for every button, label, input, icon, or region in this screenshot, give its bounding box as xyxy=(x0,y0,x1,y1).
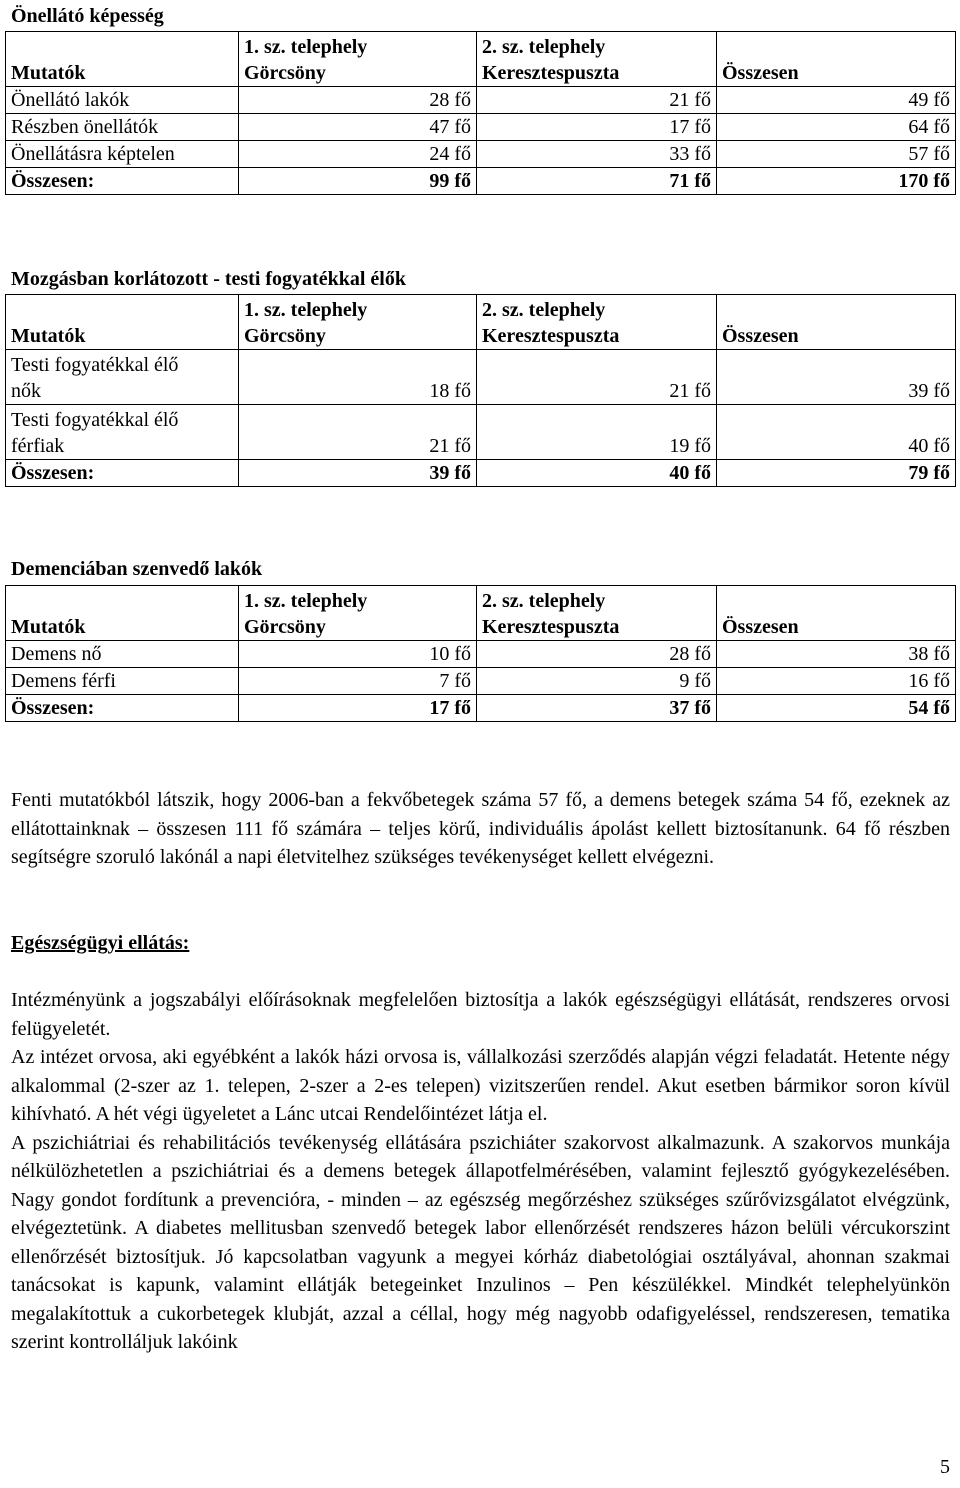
value-cell: 64 fő xyxy=(717,114,956,141)
header-cell: Mutatók xyxy=(6,295,239,350)
table-total-row xyxy=(6,168,956,195)
value-cell: 40 fő xyxy=(717,405,956,460)
value-cell: 39 fő xyxy=(239,460,477,487)
table-header-row xyxy=(6,586,956,641)
value-cell: 16 fő xyxy=(717,668,956,695)
table-row xyxy=(6,87,956,114)
table-total-row xyxy=(6,460,956,487)
header-cell: Összesen xyxy=(717,586,956,641)
row-label: Összesen: xyxy=(6,460,239,487)
header-cell: Mutatók xyxy=(6,32,239,87)
table-row xyxy=(6,405,956,460)
header-cell: 1. sz. telephely Görcsöny xyxy=(239,586,477,641)
value-cell: 7 fő xyxy=(239,668,477,695)
value-cell: 19 fő xyxy=(477,405,717,460)
header-cell: Összesen xyxy=(717,295,956,350)
table-header-row xyxy=(6,32,956,87)
value-cell: 18 fő xyxy=(239,350,477,405)
section-title-mobility: Mozgásban korlátozott - testi fogyatékkal élők xyxy=(11,268,406,290)
value-cell: 54 fő xyxy=(717,695,956,722)
table-header-row xyxy=(6,295,956,350)
value-cell: 28 fő xyxy=(477,641,717,668)
row-label: Demens nő xyxy=(6,641,239,668)
value-cell: 10 fő xyxy=(239,641,477,668)
value-cell: 24 fő xyxy=(239,141,477,168)
value-cell: 47 fő xyxy=(239,114,477,141)
value-cell: 21 fő xyxy=(477,87,717,114)
table-total-row xyxy=(6,695,956,722)
header-cell: Összesen xyxy=(717,32,956,87)
value-cell: 79 fő xyxy=(717,460,956,487)
mobility-table xyxy=(5,294,956,487)
header-cell: Mutatók xyxy=(6,586,239,641)
summary-paragraph: Fenti mutatókból látszik, hogy 2006-ban a fekvőbetegek száma 57 fő, a demens betegek száma 54 fő, ezeknek az ellátottainknak – összesen 111 fő számára – teljes körű, individuális ápolást kellett biztosítanunk. 64 fő részben segítségre szoruló lakónál a napi életvitelhez szükséges tevékenységet kellett elvégezni. xyxy=(11,789,950,868)
value-cell: 49 fő xyxy=(717,87,956,114)
header-cell: 2. sz. telephely Keresztespuszta xyxy=(477,32,717,87)
value-cell: 9 fő xyxy=(477,668,717,695)
row-label: Önellátó lakók xyxy=(6,87,239,114)
value-cell: 28 fő xyxy=(239,87,477,114)
row-label: Testi fogyatékkal élő nők xyxy=(6,350,239,405)
value-cell: 33 fő xyxy=(477,141,717,168)
table-row xyxy=(6,141,956,168)
health-paragraph: Intézményünk a jogszabályi előírásoknak megfelelően biztosítja a lakók egészségügyi ellátását, rendszeres orvosi felügyeletét. xyxy=(11,989,950,1040)
header-cell: 1. sz. telephely Görcsöny xyxy=(239,32,477,87)
header-cell: 1. sz. telephely Görcsöny xyxy=(239,295,477,350)
self-care-table xyxy=(5,31,956,195)
value-cell: 21 fő xyxy=(477,350,717,405)
dementia-table xyxy=(5,585,956,722)
row-label: Összesen: xyxy=(6,168,239,195)
header-cell: 2. sz. telephely Keresztespuszta xyxy=(477,586,717,641)
health-care-text xyxy=(11,986,950,1357)
table-row xyxy=(6,114,956,141)
value-cell: 21 fő xyxy=(239,405,477,460)
row-label: Részben önellátók xyxy=(6,114,239,141)
header-cell: 2. sz. telephely Keresztespuszta xyxy=(477,295,717,350)
value-cell: 17 fő xyxy=(477,114,717,141)
value-cell: 170 fő xyxy=(717,168,956,195)
row-label: Demens férfi xyxy=(6,668,239,695)
health-paragraph: Az intézet orvosa, aki egyébként a lakók házi orvosa is, vállalkozási szerződés alapján végzi feladatát. Hetente négy alkalommal (2-szer az 1. telepen, 2-szer a 2-es telepen) vizitszerűen rendel. Akut esetben bármikor soron kívül kihívható. A hét végi ügyeletet a Lánc utcai Rendelőintézet látja el. xyxy=(11,1046,950,1125)
health-care-heading: Egészségügyi ellátás: xyxy=(11,932,190,954)
value-cell: 38 fő xyxy=(717,641,956,668)
value-cell: 99 fő xyxy=(239,168,477,195)
row-label: Önellátásra képtelen xyxy=(6,141,239,168)
table-row xyxy=(6,350,956,405)
row-label: Testi fogyatékkal élő férfiak xyxy=(6,405,239,460)
row-label: Összesen: xyxy=(6,695,239,722)
table-row xyxy=(6,668,956,695)
value-cell: 37 fő xyxy=(477,695,717,722)
section-title-self-care: Önellátó képesség xyxy=(11,5,164,27)
health-paragraph: A pszichiátriai és rehabilitációs tevékenység ellátására pszichiáter szakorvost alkalmazunk. A szakorvos munkája nélkülözhetetlen a pszichiátriai és a demens betegek állapotfelmérésében, valamint fejlesztő gyógykezelésében. Nagy gondot fordítunk a prevencióra, - minden – az egészség megőrzéshez szükséges szűrővizsgálatot elvégzünk, elvégeztetünk. A diabetes mellitusban szenvedő betegek labor ellenőrzését rendszeres házon belüli vércukorszint ellenőrzését biztosítjuk. Jó kapcsolatban vagyunk a megyei kórház diabetológiai osztályával, ahonnan szakmai tanácsokat is kapunk, valamint ellátják betegeinket Inzulinos – Pen készülékkel. Mindkét telephelyünkön megalakítottuk a cukorbetegek klubját, azzal a céllal, hogy még nagyobb odafigyeléssel, rendszeresen, tematika szerint kontrolláljuk lakóink xyxy=(11,1131,950,1353)
value-cell: 40 fő xyxy=(477,460,717,487)
value-cell: 17 fő xyxy=(239,695,477,722)
page-number: 5 xyxy=(940,1456,950,1478)
section-title-dementia: Demenciában szenvedő lakók xyxy=(11,558,263,580)
table-row xyxy=(6,641,956,668)
value-cell: 57 fő xyxy=(717,141,956,168)
value-cell: 39 fő xyxy=(717,350,956,405)
value-cell: 71 fő xyxy=(477,168,717,195)
